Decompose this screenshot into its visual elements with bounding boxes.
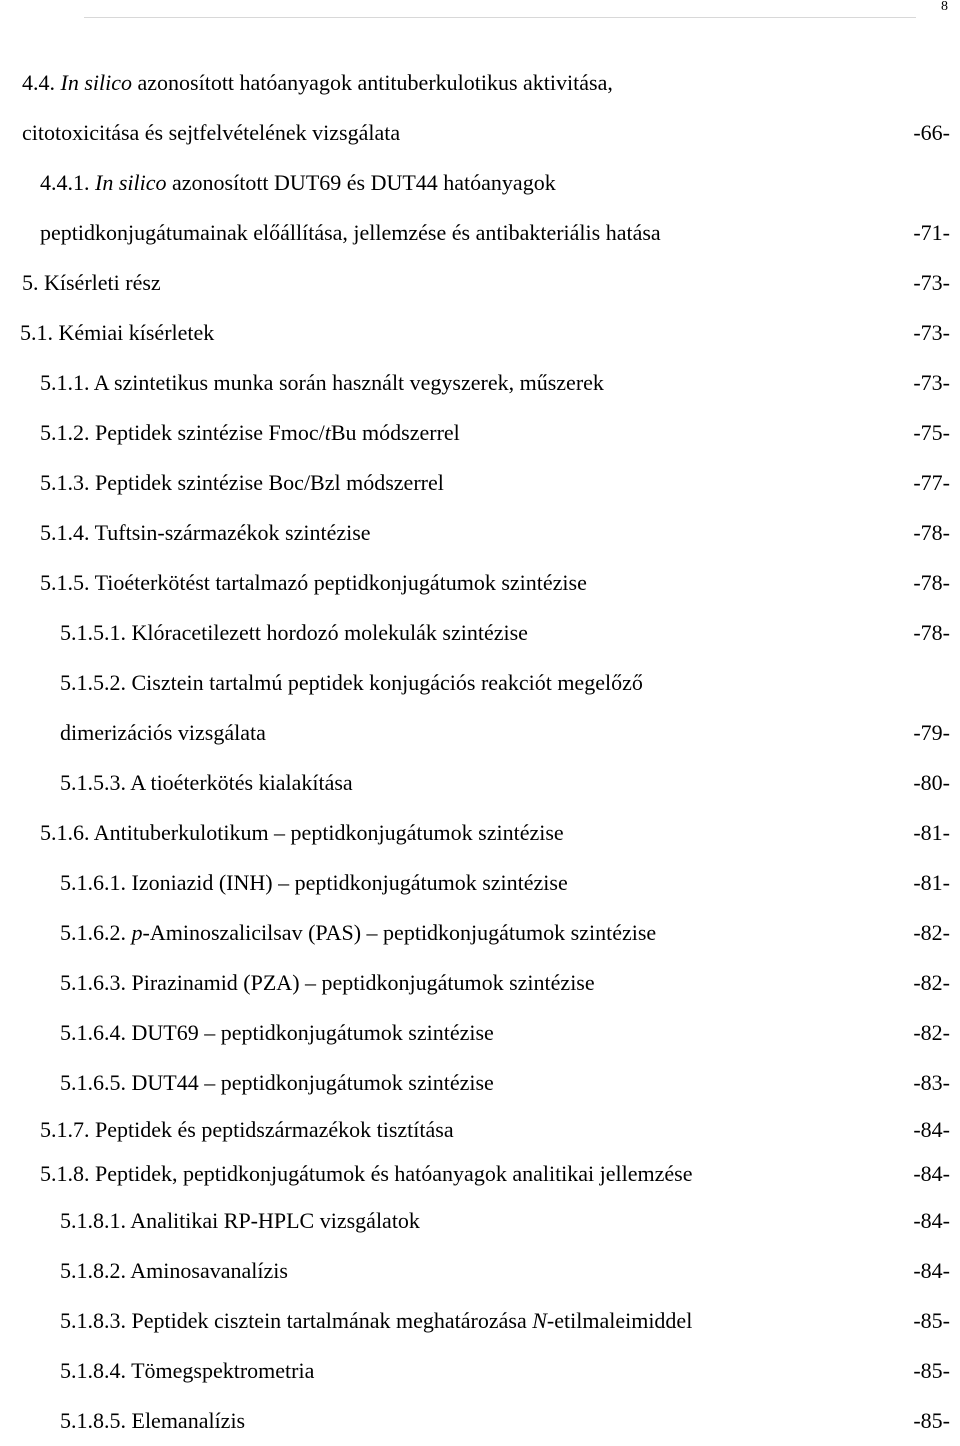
toc-entry	[0, 558, 960, 608]
toc-entry	[0, 508, 960, 558]
toc-entry-page: -71-	[913, 220, 950, 245]
toc-entry-title: 5.1.8.3. Peptidek cisztein tartalmának meghatározása N-etilmaleimiddel	[60, 1308, 693, 1333]
toc-entry	[0, 708, 960, 758]
toc-entry-page: -84-	[913, 1258, 950, 1283]
toc-entry	[0, 108, 960, 158]
toc-entry-title: 5.1.5.1. Klóracetilezett hordozó molekulák szintézise	[60, 620, 528, 645]
toc-entry-title: 5.1.2. Peptidek szintézise Fmoc/tBu módszerrel	[40, 420, 460, 445]
toc-entry-title: 5.1.6.5. DUT44 – peptidkonjugátumok szintézise	[60, 1070, 494, 1095]
toc-entry	[0, 58, 960, 108]
toc-entry	[0, 208, 960, 258]
header-rule	[84, 17, 916, 18]
table-of-contents	[0, 58, 960, 1446]
toc-entry	[0, 858, 960, 908]
toc-entry-page: -85-	[913, 1308, 950, 1333]
toc-entry-page: -77-	[913, 470, 950, 495]
toc-entry-title: 5.1.8.2. Aminosavanalízis	[60, 1258, 288, 1283]
toc-entry-page: -78-	[913, 620, 950, 645]
toc-entry	[0, 408, 960, 458]
toc-entry	[0, 1246, 960, 1296]
toc-entry-page: -82-	[913, 920, 950, 945]
toc-entry-title: 5.1.7. Peptidek és peptidszármazékok tisztítása	[40, 1117, 454, 1142]
toc-entry	[0, 308, 960, 358]
page-number: 8	[941, 0, 948, 14]
toc-entry-title: 5.1.6.4. DUT69 – peptidkonjugátumok szintézise	[60, 1020, 494, 1045]
toc-entry-page: -73-	[913, 370, 950, 395]
toc-entry-title: citotoxicitása és sejtfelvételének vizsgálata	[22, 120, 401, 145]
toc-entry-title: 5. Kísérleti rész	[22, 270, 161, 295]
toc-entry-page: -85-	[913, 1408, 950, 1433]
toc-entry	[0, 358, 960, 408]
toc-entry	[0, 608, 960, 658]
toc-entry-title: 5.1.8. Peptidek, peptidkonjugátumok és hatóanyagok analitikai jellemzése	[40, 1161, 693, 1186]
toc-entry-title: 5.1.6. Antituberkulotikum – peptidkonjugátumok szintézise	[40, 820, 564, 845]
toc-entry-page: -83-	[913, 1070, 950, 1095]
toc-entry-title: 5.1.6.1. Izoniazid (INH) – peptidkonjugátumok szintézise	[60, 870, 568, 895]
toc-entry-title: 5.1.6.3. Pirazinamid (PZA) – peptidkonjugátumok szintézise	[60, 970, 595, 995]
toc-entry-title: 5.1.4. Tuftsin-származékok szintézise	[40, 520, 371, 545]
toc-entry	[0, 258, 960, 308]
toc-entry-page: -73-	[913, 320, 950, 345]
toc-entry-page: -78-	[913, 570, 950, 595]
toc-entry	[0, 658, 960, 708]
toc-entry-page: -79-	[913, 720, 950, 745]
toc-entry-page: -81-	[913, 820, 950, 845]
toc-entry-title: 5.1. Kémiai kísérletek	[20, 320, 215, 345]
toc-entry-page: -78-	[913, 520, 950, 545]
toc-entry	[0, 1058, 960, 1108]
toc-entry-page: -66-	[913, 120, 950, 145]
toc-entry-page: -80-	[913, 770, 950, 795]
toc-entry-title: 5.1.5.3. A tioéterkötés kialakítása	[60, 770, 353, 795]
toc-entry-title: 5.1.5.2. Cisztein tartalmú peptidek konjugációs reakciót megelőző	[60, 670, 643, 695]
toc-entry-page: -82-	[913, 1020, 950, 1045]
toc-entry	[0, 1108, 960, 1152]
toc-entry	[0, 158, 960, 208]
toc-entry	[0, 1152, 960, 1196]
toc-entry-title: 4.4. In silico azonosított hatóanyagok antituberkulotikus aktivitása,	[22, 70, 613, 95]
toc-entry	[0, 1008, 960, 1058]
toc-entry-page: -85-	[913, 1358, 950, 1383]
toc-entry-title: 5.1.8.4. Tömegspektrometria	[60, 1358, 315, 1383]
toc-entry	[0, 458, 960, 508]
toc-entry-title: dimerizációs vizsgálata	[60, 720, 266, 745]
toc-entry-page: -82-	[913, 970, 950, 995]
toc-entry-title: 5.1.8.5. Elemanalízis	[60, 1408, 246, 1433]
toc-entry-page: -84-	[913, 1117, 950, 1142]
toc-entry	[0, 808, 960, 858]
toc-entry	[0, 1396, 960, 1446]
toc-entry-page: -73-	[913, 270, 950, 295]
toc-entry-page: -75-	[913, 420, 950, 445]
toc-entry-page: -84-	[913, 1161, 950, 1186]
toc-entry	[0, 908, 960, 958]
toc-entry	[0, 1196, 960, 1246]
toc-entry-title: 5.1.1. A szintetikus munka során használt vegyszerek, műszerek	[40, 370, 604, 395]
toc-entry	[0, 758, 960, 808]
toc-entry-title: 4.4.1. In silico azonosított DUT69 és DUT44 hatóanyagok	[40, 170, 556, 195]
toc-entry	[0, 1346, 960, 1396]
toc-entry-page: -81-	[913, 870, 950, 895]
toc-entry	[0, 1296, 960, 1346]
toc-entry-title: peptidkonjugátumainak előállítása, jellemzése és antibakteriális hatása	[40, 220, 661, 245]
toc-entry-title: 5.1.5. Tioéterkötést tartalmazó peptidkonjugátumok szintézise	[40, 570, 587, 595]
toc-entry	[0, 958, 960, 1008]
toc-entry-page: -84-	[913, 1208, 950, 1233]
toc-entry-title: 5.1.6.2. p-Aminoszalicilsav (PAS) – peptidkonjugátumok szintézise	[60, 920, 657, 945]
toc-entry-title: 5.1.3. Peptidek szintézise Boc/Bzl módszerrel	[40, 470, 444, 495]
toc-entry-title: 5.1.8.1. Analitikai RP-HPLC vizsgálatok	[60, 1208, 420, 1233]
